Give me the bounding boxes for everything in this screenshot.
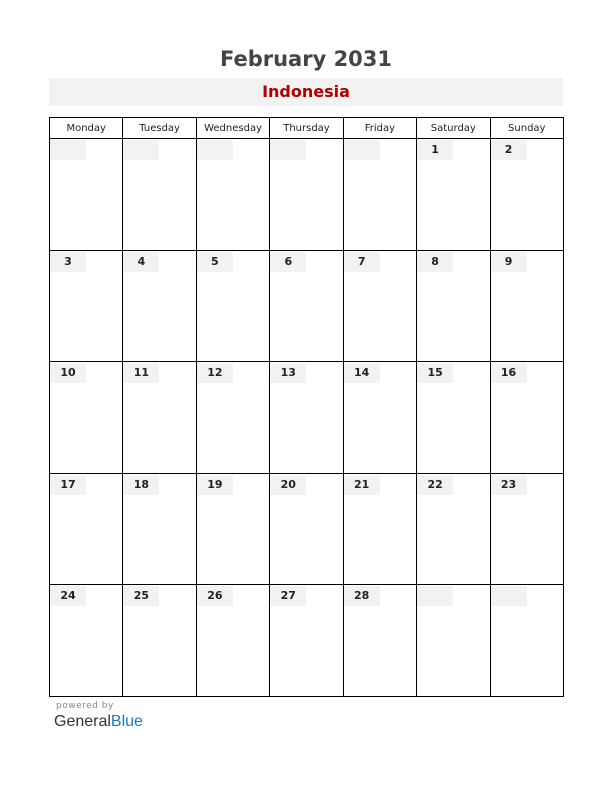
weekday-monday: Monday	[50, 118, 123, 139]
day-cell	[343, 585, 416, 697]
day-cell	[490, 362, 563, 474]
day-cell	[123, 585, 196, 697]
day-cell	[343, 139, 416, 251]
day-number	[123, 140, 159, 160]
day-cell	[417, 362, 490, 474]
day-number: 12	[197, 363, 233, 383]
day-cell	[123, 139, 196, 251]
country-banner	[49, 78, 563, 106]
day-cell	[270, 585, 343, 697]
day-cell	[270, 362, 343, 474]
day-number: 4	[123, 252, 159, 272]
weekday-friday: Friday	[343, 118, 416, 139]
day-number	[344, 140, 380, 160]
day-cell	[270, 473, 343, 585]
day-number: 10	[50, 363, 86, 383]
day-cell	[196, 362, 269, 474]
day-number: 18	[123, 475, 159, 495]
day-number: 7	[344, 252, 380, 272]
day-cell	[50, 250, 123, 362]
day-number: 6	[270, 252, 306, 272]
day-number: 8	[417, 252, 453, 272]
day-number	[417, 586, 453, 606]
week-row	[50, 362, 564, 474]
day-number: 25	[123, 586, 159, 606]
day-cell	[343, 250, 416, 362]
day-cell	[343, 362, 416, 474]
week-row	[50, 250, 564, 362]
day-number	[50, 140, 86, 160]
day-cell	[50, 473, 123, 585]
powered-by-label: powered by	[56, 701, 114, 711]
brand-general: General	[54, 713, 111, 730]
day-cell	[417, 250, 490, 362]
day-number: 20	[270, 475, 306, 495]
day-cell	[123, 250, 196, 362]
day-cell	[417, 139, 490, 251]
day-cell	[490, 250, 563, 362]
day-cell	[417, 585, 490, 697]
week-row	[50, 585, 564, 697]
day-cell	[490, 473, 563, 585]
day-number: 19	[197, 475, 233, 495]
weekday-saturday: Saturday	[417, 118, 490, 139]
weekday-header-row	[50, 118, 564, 139]
day-number: 3	[50, 252, 86, 272]
day-cell	[50, 585, 123, 697]
country-label: Indonesia	[262, 82, 350, 101]
day-number: 9	[491, 252, 527, 272]
weekday-thursday: Thursday	[270, 118, 343, 139]
day-number: 2	[491, 140, 527, 160]
day-number: 1	[417, 140, 453, 160]
day-number: 5	[197, 252, 233, 272]
day-number	[197, 140, 233, 160]
day-cell	[417, 473, 490, 585]
day-number: 17	[50, 475, 86, 495]
day-number: 11	[123, 363, 159, 383]
day-cell	[50, 139, 123, 251]
day-number: 16	[491, 363, 527, 383]
calendar-grid	[49, 117, 564, 697]
day-number	[491, 586, 527, 606]
day-number: 24	[50, 586, 86, 606]
day-cell	[343, 473, 416, 585]
day-cell	[490, 585, 563, 697]
calendar-title: February 2031	[219, 47, 393, 71]
day-number: 14	[344, 363, 380, 383]
day-number: 13	[270, 363, 306, 383]
day-cell	[270, 250, 343, 362]
day-number: 21	[344, 475, 380, 495]
brand-blue: Blue	[110, 713, 143, 730]
week-row	[50, 473, 564, 585]
day-number: 23	[491, 475, 527, 495]
day-cell	[123, 362, 196, 474]
day-number	[270, 140, 306, 160]
day-cell	[50, 362, 123, 474]
day-number: 27	[270, 586, 306, 606]
day-cell	[490, 139, 563, 251]
generalblue-logo[interactable]	[54, 713, 143, 731]
day-number: 28	[344, 586, 380, 606]
day-cell	[123, 473, 196, 585]
weekday-sunday: Sunday	[490, 118, 563, 139]
day-number: 15	[417, 363, 453, 383]
week-row	[50, 139, 564, 251]
day-cell	[270, 139, 343, 251]
day-cell	[196, 139, 269, 251]
day-number: 22	[417, 475, 453, 495]
day-cell	[196, 250, 269, 362]
day-number: 26	[197, 586, 233, 606]
weekday-tuesday: Tuesday	[123, 118, 196, 139]
day-cell	[196, 473, 269, 585]
weekday-wednesday: Wednesday	[196, 118, 269, 139]
day-cell	[196, 585, 269, 697]
